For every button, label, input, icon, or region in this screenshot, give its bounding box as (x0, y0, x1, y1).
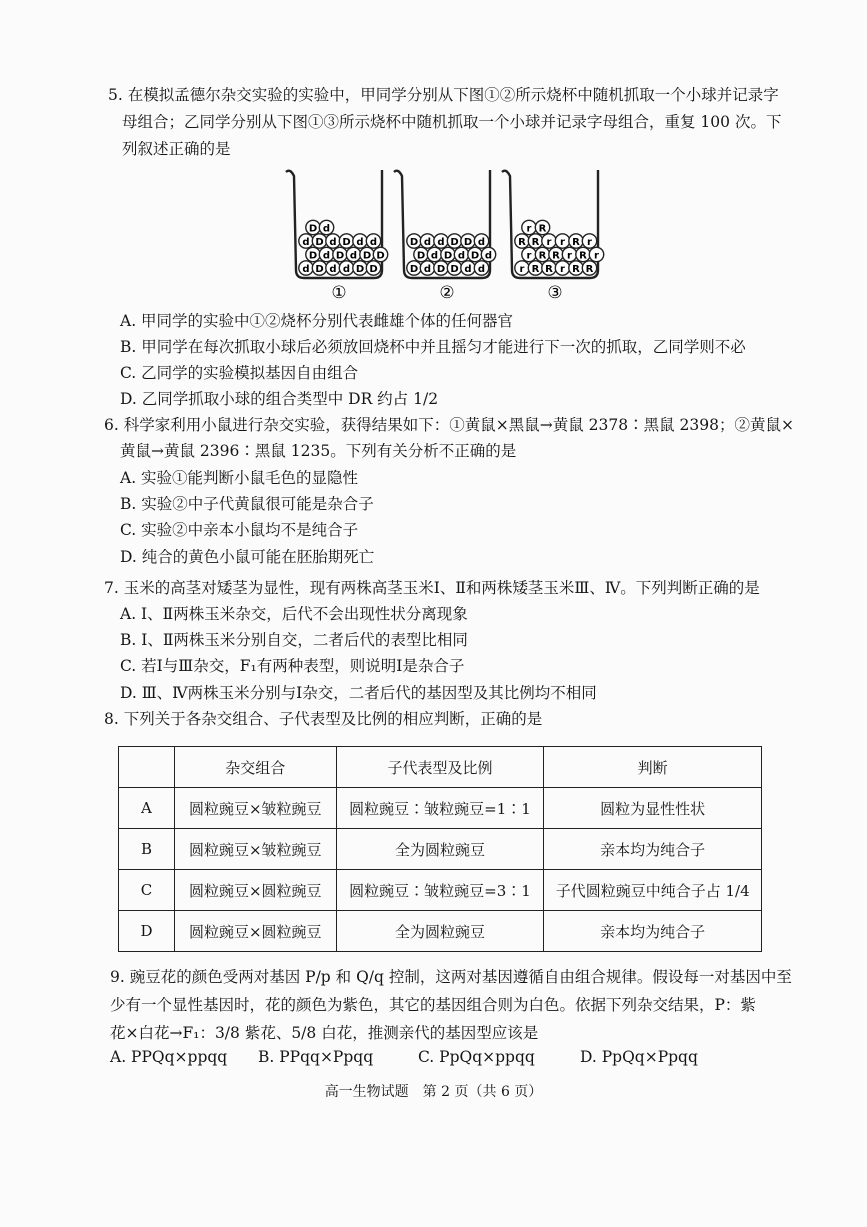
beaker-3-ball-letter: R (572, 264, 580, 275)
table-cell: 圆粒豌豆×圆粒豌豆 (174, 870, 336, 911)
beaker-label-1: ① (331, 283, 347, 303)
q5-stem-line3: 列叙述正确的是 (122, 140, 231, 158)
q8-table (118, 746, 762, 952)
q7-option-d[interactable]: D. Ⅲ、Ⅳ两株玉米分别与Ⅰ杂交，二者后代的基因型及其比例均不相同 (120, 684, 597, 702)
beaker-1-ball-letter: d (302, 237, 310, 248)
beaker-3-ball-letter: R (545, 264, 553, 275)
q9-option-c[interactable]: C. PpQq×ppqq (418, 1048, 535, 1066)
beaker-2-ball-letter: d (477, 237, 486, 248)
q5-option-c[interactable]: C. 乙同学的实验模拟基因自由组合 (120, 364, 359, 382)
q6-option-a[interactable]: A. 实验①能判断小鼠毛色的显隐性 (120, 469, 359, 487)
q9-options (110, 1048, 790, 1072)
beaker-3-ball-letter: R (531, 264, 540, 275)
beaker-1-ball-letter: d (322, 250, 331, 262)
beaker-1-ball-letter: d (349, 250, 358, 262)
q6-option-b[interactable]: B. 实验②中子代黄鼠很可能是杂合子 (120, 495, 374, 513)
beaker-1-ball-letter: D (315, 264, 324, 275)
q6-stem-line2: 黄鼠→黄鼠 2396∶黑鼠 1235。下列有关分析不正确的是 (120, 442, 517, 460)
table-row (119, 870, 762, 911)
q8-stem: 8. 下列关于各杂交组合、子代表型及比例的相应判断，正确的是 (104, 710, 543, 728)
beaker-2-ball-letter: D (450, 237, 459, 248)
q9-stem-line3: 花×白花→F₁：3/8 紫花、5/8 白花，推测亲代的基因型应该是 (110, 1024, 539, 1042)
beaker-3-ball-letter: r (587, 237, 592, 248)
table-cell: 圆粒豌豆×圆粒豌豆 (174, 911, 336, 952)
table-header-cell: 杂交组合 (174, 747, 336, 788)
beaker-1-ball-letter: d (356, 237, 364, 248)
beaker-2-ball-letter: D (409, 237, 419, 248)
beaker-1-ball-letter: D (369, 264, 378, 275)
page-footer: 高一生物试题 第 2 页（共 6 页） (324, 1084, 543, 1100)
beaker-2-ball-letter: D (416, 250, 426, 262)
table-cell: 亲本均为纯合子 (544, 911, 762, 952)
beaker-1 (286, 170, 388, 278)
beaker-1-ball-letter: d (329, 237, 337, 248)
table-cell: D (119, 911, 175, 952)
table-cell: 圆粒豌豆×皱粒豌豆 (174, 829, 336, 870)
beaker-1-ball-letter: d (342, 264, 351, 275)
beaker-2-ball-letter: D (450, 264, 459, 275)
beaker-1-ball-letter: d (369, 237, 378, 248)
beaker-3-ball-letter: R (538, 250, 547, 262)
beaker-2-ball-letter: d (464, 264, 472, 275)
table-cell: 圆粒为显性性状 (544, 788, 762, 829)
q7-option-c[interactable]: C. 若Ⅰ与Ⅲ杂交，F₁有两种表型，则说明Ⅰ是杂合子 (120, 657, 465, 675)
table-row (119, 829, 762, 870)
beaker-label-2: ② (439, 283, 455, 303)
table-cell: 全为圆粒豌豆 (336, 829, 544, 870)
beaker-2-ball-letter: D (409, 264, 419, 275)
beaker-3-ball-letter: R (579, 250, 587, 262)
beaker-1-ball-letter: D (355, 264, 365, 275)
beaker-1-ball-letter: D (335, 250, 345, 262)
beaker-3-ball-letter: R (552, 250, 560, 262)
beaker-3-ball-letter: r (526, 250, 532, 262)
beaker-3-ball-letter: r (526, 223, 532, 235)
table-cell: 子代圆粒豌豆中纯合子占 1/4 (544, 870, 762, 911)
table-header-cell (119, 747, 175, 788)
beakers-figure (282, 166, 612, 306)
beaker-3-ball-letter: r (567, 250, 572, 262)
table-header-cell: 判断 (544, 747, 762, 788)
beaker-2-ball-letter: d (437, 237, 445, 248)
beaker-2-ball-letter: D (463, 237, 473, 248)
table-row (119, 788, 762, 829)
beaker-2-ball-letter: d (423, 264, 432, 275)
q9-stem-line1: 9. 豌豆花的颜色受两对基因 P/p 和 Q/q 控制，这两对基因遵循自由组合规律。假设每一对基因中至 (110, 968, 792, 986)
beaker-3-ball-letter: r (546, 237, 552, 248)
beaker-2 (394, 170, 496, 278)
beaker-2-ball-letter: d (477, 264, 486, 275)
beaker-1-ball-letter: d (302, 264, 310, 275)
beaker-2-ball-letter: D (443, 250, 453, 262)
beaker-1-ball-letter: D (342, 237, 351, 248)
q5-stem-line1: 5. 在模拟孟德尔杂交实验的实验中，甲同学分别从下图①②所示烧杯中随机抓取一个小球并记录字 (108, 86, 779, 104)
q5-option-b[interactable]: B. 甲同学在每次抓取小球后必须放回烧杯中并且摇匀才能进行下一次的抓取，乙同学则不必 (120, 338, 746, 356)
table-cell: A (119, 788, 175, 829)
q7-stem: 7. 玉米的高茎对矮茎为显性，现有两株高茎玉米Ⅰ、Ⅱ和两株矮茎玉米Ⅲ、Ⅳ。下列判断正确的是 (104, 579, 760, 597)
q9-option-b[interactable]: B. PPqq×Ppqq (258, 1048, 374, 1066)
q7-option-b[interactable]: B. Ⅰ、Ⅱ两株玉米分别自交，二者后代的表型比相同 (120, 631, 468, 649)
beaker-3-ball-letter: R (585, 264, 594, 275)
beaker-1-ball-letter: D (308, 250, 318, 262)
beaker-2-ball-letter: d (423, 237, 432, 248)
beaker-3-ball-letter: r (519, 264, 525, 275)
beaker-3 (502, 170, 604, 278)
q5-option-a[interactable]: A. 甲同学的实验中①②烧杯分别代表雌雄个体的任何器官 (120, 312, 514, 330)
q9-option-a[interactable]: A. PPQq×ppqq (110, 1048, 228, 1066)
beaker-label-3: ③ (547, 283, 563, 303)
beaker-3-ball-letter: R (572, 237, 580, 248)
beaker-3-ball-letter: r (594, 250, 599, 262)
beaker-2-ball-letter: D (436, 264, 446, 275)
table-cell: 圆粒豌豆∶皱粒豌豆=1∶1 (336, 788, 544, 829)
q6-option-d[interactable]: D. 纯合的黄色小鼠可能在胚胎期死亡 (120, 548, 375, 566)
table-cell: 亲本均为纯合子 (544, 829, 762, 870)
beaker-1-ball-letter: D (362, 250, 372, 262)
table-row (119, 911, 762, 952)
table-cell: 全为圆粒豌豆 (336, 911, 544, 952)
beaker-2-ball-letter: d (484, 250, 493, 262)
beaker-3-ball-letter: R (538, 223, 547, 235)
beaker-3-ball-letter: r (560, 264, 565, 275)
beaker-2-ball-letter: d (430, 250, 439, 262)
beaker-1-ball-letter: D (376, 250, 385, 262)
q5-option-d[interactable]: D. 乙同学抓取小球的组合类型中 DR 约占 1/2 (120, 390, 439, 408)
table-cell: 圆粒豌豆∶皱粒豌豆=3∶1 (336, 870, 544, 911)
q7-option-a[interactable]: A. Ⅰ、Ⅱ两株玉米杂交，后代不会出现性状分离现象 (120, 605, 468, 623)
q5-stem-line2: 母组合；乙同学分别从下图①③所示烧杯中随机抓取一个小球并记录字母组合，重复 100 次。下 (122, 113, 782, 131)
q6-stem-line1: 6. 科学家利用小鼠进行杂交实验，获得结果如下：①黄鼠×黑鼠→黄鼠 2378∶黑鼠 2398；②黄鼠× (104, 416, 794, 434)
q6-option-c[interactable]: C. 实验②中亲本小鼠均不是纯合子 (120, 521, 359, 539)
beaker-1-ball-letter: d (329, 264, 337, 275)
beaker-2-ball-letter: d (457, 250, 466, 262)
beaker-2-ball-letter: D (470, 250, 480, 262)
beaker-3-ball-letter: r (560, 237, 565, 248)
table-cell: 圆粒豌豆×皱粒豌豆 (174, 788, 336, 829)
q9-option-d[interactable]: D. PpQq×Ppqq (580, 1048, 698, 1066)
table-header-row (119, 747, 762, 788)
beaker-1-ball-letter: d (322, 223, 331, 235)
table-cell: B (119, 829, 175, 870)
beaker-3-ball-letter: R (518, 237, 526, 248)
beaker-1-ball-letter: D (308, 223, 318, 235)
beaker-1-ball-letter: D (315, 237, 324, 248)
q9-stem-line2: 少有一个显性基因时，花的颜色为紫色，其它的基因组合则为白色。依据下列杂交结果，P：紫 (110, 996, 756, 1014)
beaker-3-ball-letter: R (531, 237, 540, 248)
table-cell: C (119, 870, 175, 911)
table-header-cell: 子代表型及比例 (336, 747, 544, 788)
